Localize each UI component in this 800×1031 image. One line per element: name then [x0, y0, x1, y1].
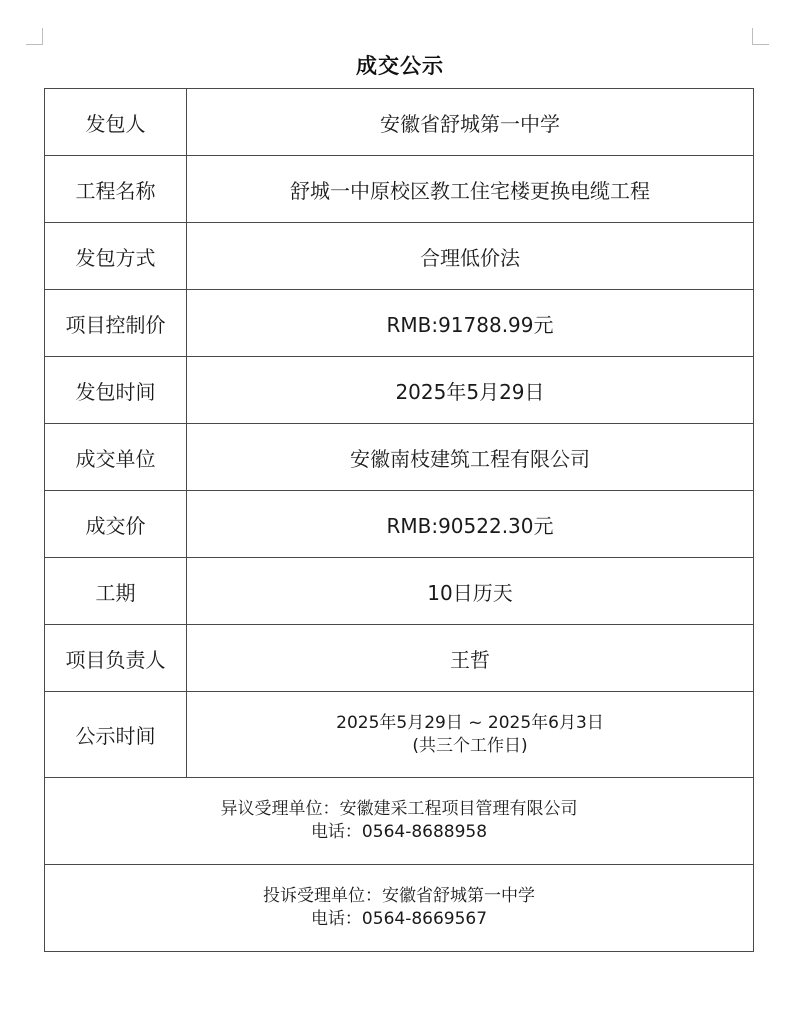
complaint-phone: 电话：0564-8669567 [310, 909, 488, 929]
row-label: 发包时间 [45, 357, 187, 424]
row-label: 公示时间 [45, 692, 187, 778]
objection-contact-cell [45, 778, 754, 865]
row-value: RMB:91788.99元 [187, 290, 754, 357]
complaint-unit: 投诉受理单位：安徽省舒城第一中学 [263, 886, 535, 906]
row-value: 合理低价法 [187, 223, 754, 290]
table-row-project-manager [45, 625, 754, 692]
complaint-contact-cell [45, 865, 754, 952]
announcement-table [44, 88, 754, 952]
table-row-contracting-party [45, 89, 754, 156]
row-label: 成交价 [45, 491, 187, 558]
row-label: 发包人 [45, 89, 187, 156]
table-row-winning-bidder [45, 424, 754, 491]
row-label: 工程名称 [45, 156, 187, 223]
table-row-publicity-period [45, 692, 754, 778]
page-corner-mark-top-right [752, 28, 769, 45]
row-label: 项目负责人 [45, 625, 187, 692]
objection-phone: 电话：0564-8688958 [310, 822, 488, 842]
table-row-complaint-contact [45, 865, 754, 952]
page-corner-mark-top-left [26, 28, 43, 45]
table-row-project-name [45, 156, 754, 223]
row-value: RMB:90522.30元 [187, 491, 754, 558]
row-value: 安徽南枝建筑工程有限公司 [187, 424, 754, 491]
row-value: 安徽省舒城第一中学 [187, 89, 754, 156]
row-label: 项目控制价 [45, 290, 187, 357]
table-row-control-price [45, 290, 754, 357]
row-value: 王哲 [187, 625, 754, 692]
row-label: 工期 [45, 558, 187, 625]
table-row-objection-contact [45, 778, 754, 865]
objection-unit: 异议受理单位：安徽建采工程项目管理有限公司 [220, 799, 578, 819]
row-value: 10日历天 [187, 558, 754, 625]
table-row-contract-method [45, 223, 754, 290]
table-row-contract-price [45, 491, 754, 558]
row-value: 2025年5月29日 [187, 357, 754, 424]
page-title: 成交公示 [356, 54, 444, 78]
row-label: 发包方式 [45, 223, 187, 290]
table-row-contract-date [45, 357, 754, 424]
publicity-date-range: 2025年5月29日 ~ 2025年6月3日 [336, 712, 604, 733]
row-label: 成交单位 [45, 424, 187, 491]
publicity-working-days: (共三个工作日) [412, 735, 528, 756]
row-value: 舒城一中原校区教工住宅楼更换电缆工程 [187, 156, 754, 223]
table-row-duration [45, 558, 754, 625]
publicity-period-value [187, 692, 754, 778]
